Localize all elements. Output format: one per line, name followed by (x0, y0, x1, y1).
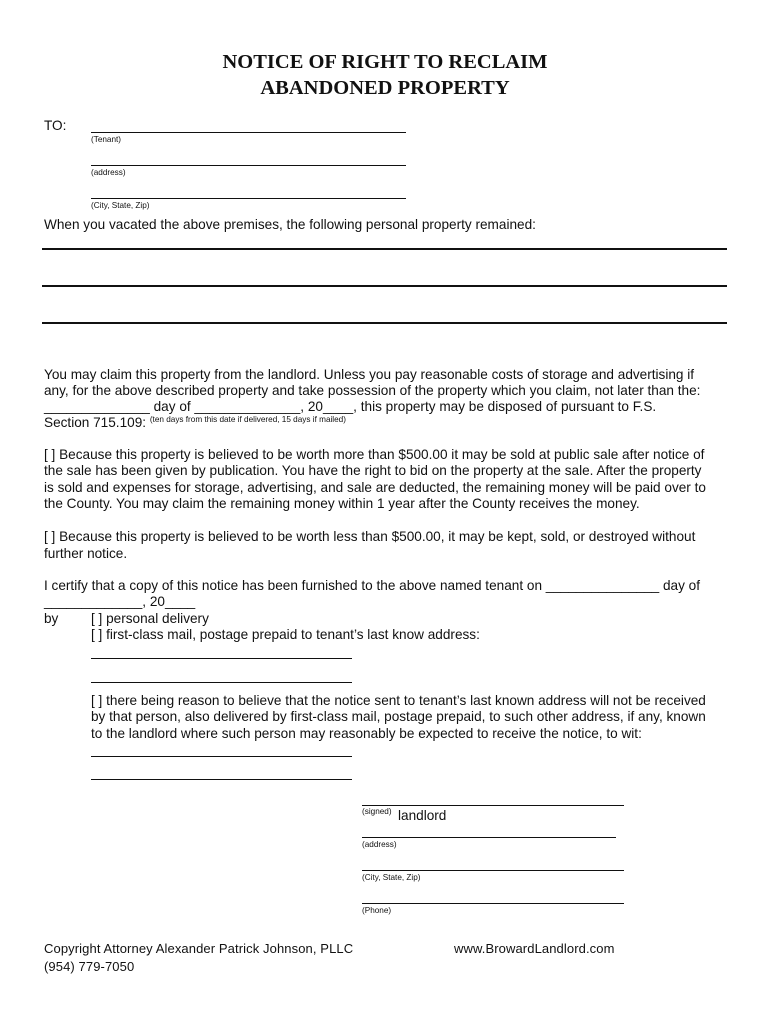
tenant-address-caption: (address) (91, 168, 126, 177)
to-label: TO: (44, 118, 67, 133)
document-title: NOTICE OF RIGHT TO RECLAIM (222, 51, 548, 73)
deadline-note: (ten days from this date if delivered, 15 days if mailed) (149, 415, 346, 424)
statute-reference: Section 715.109: (44, 415, 147, 430)
claim-line-1: You may claim this property from the landlord. Unless you pay reasonable costs of storage and advertising if (44, 367, 695, 382)
signature-line[interactable] (362, 805, 624, 806)
by-label: by (44, 611, 59, 626)
signed-caption: (signed) (362, 807, 392, 816)
other-address-line-2: by that person, also delivered by first-class mail, postage prepaid, to such other address, if any, known (91, 709, 706, 724)
other-address-line-3: to the landlord where such person may reasonably be expected to receive the notice, to wit: (91, 726, 642, 741)
certify-line-1: I certify that a copy of this notice has been furnished to the above named tenant on _______________ day of (44, 578, 700, 593)
landlord-address-caption: (address) (362, 840, 397, 849)
property-line-2[interactable] (42, 285, 727, 287)
under-500-line-2: further notice. (44, 546, 128, 561)
property-line-1[interactable] (42, 248, 727, 250)
claim-line-2: any, for the above described property and take possession of the property which you claim, not later than the: (44, 383, 701, 398)
certify-line-2: _____________, 20____ (44, 594, 196, 609)
property-line-3[interactable] (42, 322, 727, 324)
landlord-phone-line[interactable] (362, 903, 624, 904)
personal-delivery-option[interactable]: [ ] personal delivery (91, 611, 209, 626)
tenant-city-caption: (City, State, Zip) (91, 201, 150, 210)
footer-copyright: Copyright Attorney Alexander Patrick Johnson, PLLC (44, 941, 354, 956)
other-address-blank-1[interactable] (91, 756, 352, 757)
claim-line-4 (44, 415, 346, 431)
over-500-line-3: is sold and expenses for storage, advertising, and sale are deducted, the remaining money will be paid over to (44, 480, 706, 495)
tenant-city-line[interactable] (91, 198, 406, 199)
mail-address-line-1[interactable] (91, 658, 352, 659)
landlord-phone-caption: (Phone) (362, 906, 392, 915)
document-subtitle: ABANDONED PROPERTY (260, 77, 510, 99)
mail-address-line-2[interactable] (91, 682, 352, 683)
claim-line-3: ______________ day of ______________, 20____, this property may be disposed of pursuant to F.S. (44, 399, 657, 414)
landlord-city-caption: (City, State, Zip) (362, 873, 421, 882)
landlord-label: landlord (398, 808, 447, 823)
tenant-address-line[interactable] (91, 165, 406, 166)
under-500-line-1: [ ] Because this property is believed to be worth less than $500.00, it may be kept, sold, or destroyed without (44, 529, 696, 544)
landlord-city-line[interactable] (362, 870, 624, 871)
mail-option[interactable]: [ ] first-class mail, postage prepaid to tenant’s last know address: (91, 627, 480, 642)
tenant-caption: (Tenant) (91, 135, 122, 144)
other-address-blank-2[interactable] (91, 779, 352, 780)
footer-website-link[interactable]: www.BrowardLandlord.com (454, 941, 615, 956)
footer-phone: (954) 779-7050 (44, 959, 135, 974)
vacated-statement: When you vacated the above premises, the following personal property remained: (44, 217, 536, 232)
tenant-line[interactable] (91, 132, 406, 133)
landlord-address-line[interactable] (362, 837, 616, 838)
over-500-line-2: the sale has been given by publication. You have the right to bid on the property at the sale. After the property (44, 463, 702, 478)
over-500-line-4: the County. You may claim the remaining money within 1 year after the County receives the money. (44, 496, 640, 511)
other-address-line-1[interactable]: [ ] there being reason to believe that the notice sent to tenant’s last known address will not be received (91, 693, 706, 708)
over-500-line-1: [ ] Because this property is believed to be worth more than $500.00 it may be sold at public sale after notice of (44, 447, 705, 462)
